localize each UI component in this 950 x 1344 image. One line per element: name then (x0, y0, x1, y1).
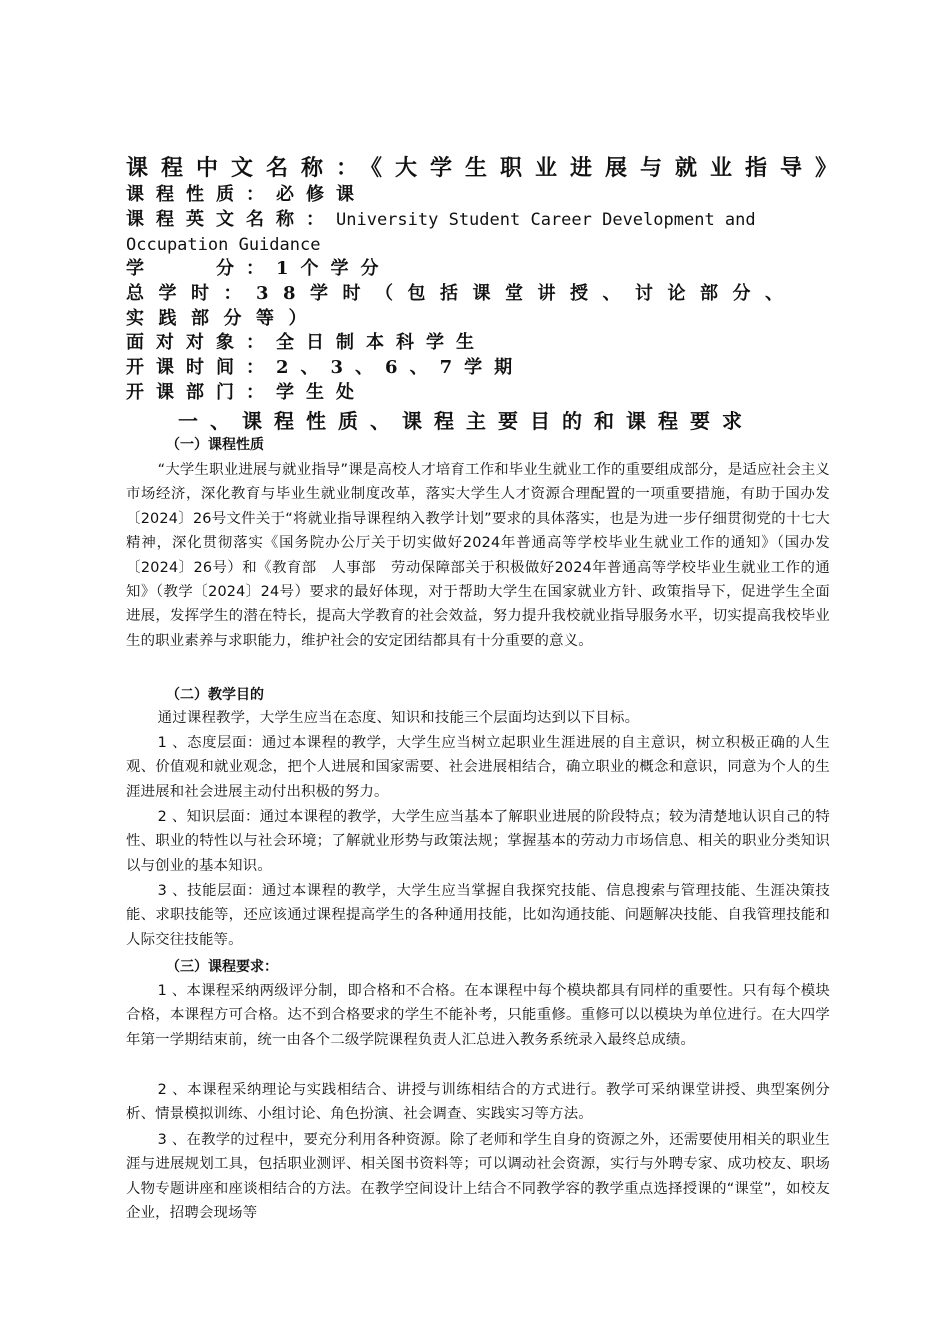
schedule-label: 开课时间： (126, 357, 276, 378)
paragraph-requirement-2: 2 、本课程采纳理论与实践相结合、讲授与训练相结合的方式进行。教学可采纳课堂讲授、典型案例分析、情景模拟训练、小组讨论、角色扮演、社会调查、实践实习等方法。 (126, 1082, 830, 1123)
course-en-name-label: 课程英文名称： (126, 209, 336, 230)
paragraph-knowledge-level: 2 、知识层面：通过本课程的教学，大学生应当基本了解职业进展的阶段特点；较为清楚地认识自己的特性、职业的特性以与社会环境；了解就业形势与政策法规；掌握基本的劳动力市场信息、相关的职业分类知识以与创业的基本知识。 (126, 809, 830, 874)
subsection-teaching-purpose-heading: （二）教学目的 (166, 687, 264, 703)
target-label: 面对对象： (126, 332, 276, 353)
paragraph-requirement-1: 1 、本课程采纳两级评分制，即合格和不合格。在本课程中每个模块都具有同样的重要性。只有每个模块合格，本课程方可合格。达不到合格要求的学生不能补考，只能重修。重修可以以模块为单位进行。在大四学年第一学期结束前，统一由各个二级学院课程负责人汇总进入教务系统录入最终总成绩。 (126, 983, 830, 1048)
course-cn-name-label: 课程中文名称： (126, 155, 372, 181)
paragraph-attitude-level: 1 、态度层面：通过本课程的教学，大学生应当树立起职业生涯进展的自主意识，树立积极正确的人生观、价值观和就业观念，把个人进展和国家需要、社会进展相结合，确立职业的概念和意识，同意为个人的生涯进展和社会进展主动付出积极的努力。 (126, 735, 830, 800)
total-hours-value: 38学时（包括课堂讲授、讨论部分、实践部分等） (126, 283, 798, 329)
course-cn-name: 《大学生职业进展与就业指导》 (371, 155, 851, 181)
schedule-line (126, 356, 826, 381)
credits-line (126, 257, 826, 282)
course-nature-line (126, 183, 826, 208)
course-cn-name-line (126, 155, 851, 181)
paragraph-course-nature: “大学生职业进展与就业指导”课是高校人才培育工作和毕业生就业工作的重要组成部分，是适应社会主义市场经济，深化教育与毕业生就业制度改革，落实大学生人才资源合理配置的一项重要措施，有助于国办发〔2024〕26号文件关于“将就业指导课程纳入教学计划”要求的具体落实，也是为进一步仔细贯彻党的十七大精神，深化贯彻落实《国务院办公厅关于切实做好2024年普通高等学校毕业生就业工作的通知》（国办发〔2024〕26号）和《教育部 人事部 劳动保障部关于积极做好2024年普通高等学校毕业生就业工作的通知》（教学〔2024〕24号）要求的最好体现，对于帮助大学生在国家就业方针、政策指导下，促进学生全面进展，发挥学生的潜在特长，提高大学教育的社会效益，努力提升我校就业指导服务水平，切实提高我校毕业生的职业素养与求职能力，维护社会的安定团结都具有十分重要的意义。 (126, 462, 830, 649)
course-nature-label: 课程性质： (126, 184, 276, 205)
department-value: 学生处 (276, 382, 366, 403)
total-hours-line (126, 282, 826, 331)
credits-label: 学 分： (126, 258, 276, 279)
paragraph-skill-level: 3 、技能层面：通过本课程的教学，大学生应当掌握自我探究技能、信息搜索与管理技能、生涯决策技能、求职技能等，还应该通过课程提高学生的各种通用技能，比如沟通技能、问题解决技能、自我管理技能和人际交往技能等。 (126, 883, 830, 948)
subsection-course-requirements-heading: （三）课程要求： (166, 959, 278, 975)
target-value: 全日制本科学生 (276, 332, 486, 353)
schedule-value: 2、3、6、7学期 (276, 357, 525, 378)
department-label: 开课部门： (126, 382, 276, 403)
course-en-name-line (126, 208, 766, 257)
subsection-nature-heading: （一）课程性质 (166, 437, 264, 453)
section-title: 一、课程性质、课程主要目的和课程要求 (178, 409, 754, 433)
course-en-name: University Student Career Development and Occupation Guidance (126, 210, 756, 255)
course-nature: 必修课 (276, 184, 366, 205)
paragraph-teaching-purpose-intro: 通过课程教学，大学生应当在态度、知识和技能三个层面均达到以下目标。 (157, 710, 640, 726)
credits-value: 1个学分 (276, 258, 391, 279)
department-line (126, 381, 826, 406)
target-line (126, 331, 826, 356)
total-hours-label: 总学时： (126, 283, 256, 304)
paragraph-requirement-3: 3 、在教学的过程中，要充分利用各种资源。除了老师和学生自身的资源之外，还需要使用相关的职业生涯与进展规划工具，包括职业测评、相关图书资料等；可以调动社会资源，实行与外聘专家、成功校友、职场人物专题讲座和座谈相结合的方法。在教学空间设计上结合不同教学容的教学重点选择授课的“课堂”，如校友企业，招聘会现场等 (126, 1132, 830, 1222)
